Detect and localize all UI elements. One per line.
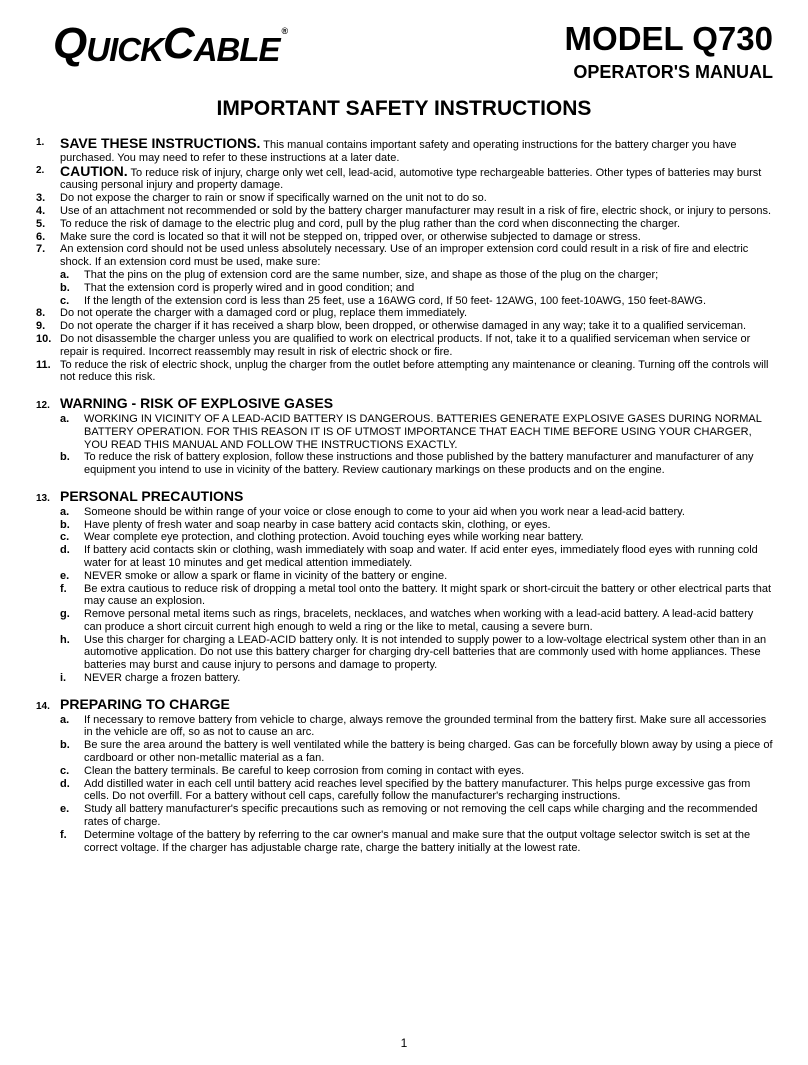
section-title: PREPARING TO CHARGE — [60, 695, 230, 712]
item-text: Do not operate the charger with a damaged cord or plug, replace them immediately. — [60, 307, 468, 320]
item-text: To reduce the risk of electric shock, unplug the charger from the outlet before attempting any maintenance or cleaning. Turning off the controls will not reduce this risk. — [60, 358, 769, 384]
sub-letter: b. — [60, 451, 70, 464]
sub-item — [60, 634, 774, 672]
quickcable-logo — [53, 19, 288, 68]
item-text: Do not disassemble the charger unless you are qualified to work on electrical products. If not, take it to a qualified serviceman when service or repair is required. Incorrect reassembly may result in risk of electric shock or fire. — [60, 332, 751, 358]
item-lead: SAVE THESE INSTRUCTIONS. — [60, 135, 261, 151]
sub-text: That the extension cord is properly wired and in good condition; and — [84, 281, 415, 294]
sub-letter: c. — [60, 764, 70, 777]
item-text: Do not operate the charger if it has received a sharp blow, been dropped, or otherwise damaged in any way; take it to a qualified serviceman. — [60, 320, 747, 333]
sub-text: WORKING IN VICINITY OF A LEAD-ACID BATTERY IS DANGEROUS. BATTERIES GENERATE EXPLOSIVE GASES DURING NORMAL BATTERY OPERATION. FOR THIS REASON IT IS OF UTMOST IMPORTANCE THAT EACH TIME BEFORE USING YOUR CHARGER, YOU READ THIS MANUAL AND FOLLOW THE INSTRUCTIONS EXACTLY. — [84, 412, 762, 451]
model-title: MODEL Q730 — [564, 20, 773, 57]
section-number: 14. — [36, 700, 50, 712]
sub-item — [60, 451, 774, 477]
sub-letter: f. — [60, 828, 67, 841]
instruction-item — [36, 333, 774, 359]
item-number: 4. — [36, 204, 46, 217]
sub-item — [60, 803, 774, 829]
logo-q: Q — [53, 19, 87, 68]
sub-letter: a. — [60, 505, 70, 518]
sub-item — [60, 282, 774, 295]
sub-letter: d. — [60, 544, 70, 557]
section-title: PERSONAL PRECAUTIONS — [60, 487, 244, 504]
instruction-item — [36, 137, 774, 165]
sub-item — [60, 672, 774, 685]
item-number: 5. — [36, 217, 46, 230]
item-number: 8. — [36, 307, 46, 320]
item-text: Make sure the cord is located so that it will not be stepped on, tripped over, or otherwise subjected to damage or stress. — [60, 230, 641, 243]
sub-text: Wear complete eye protection, and clothing protection. Avoid touching eyes while working near battery. — [84, 531, 584, 544]
sub-letter: h. — [60, 633, 70, 646]
sub-text: Determine voltage of the battery by referring to the car owner's manual and make sure that the output voltage selector switch is set at the correct voltage. If the charger has adjustable charge rate, charge the battery initially at the lowest rate. — [84, 828, 751, 854]
instruction-item — [36, 162, 774, 193]
sub-text: Add distilled water in each cell until battery acid reaches level specified by the battery manufacturer. This helps purge excessive gas from cells. Do not overfill. For a battery without cell caps, carefully follow the manufacturer's recharging instructions. — [84, 777, 751, 803]
sub-item — [60, 765, 774, 778]
instruction-item — [36, 320, 774, 333]
item-number: 1. — [36, 137, 45, 148]
sub-text: If the length of the extension cord is less than 25 feet, use a 16AWG cord, If 50 feet- 12AWG, 100 feet-10AWG, 150 feet-8AWG. — [84, 294, 707, 307]
sub-text: NEVER smoke or allow a spark or flame in vicinity of the battery or engine. — [84, 569, 448, 582]
sub-text: Remove personal metal items such as rings, bracelets, necklaces, and watches when working with a lead-acid battery. A lead-acid battery can produce a short circuit current high enough to weld a ring or the like to metal, causing a severe burn. — [84, 608, 754, 633]
sub-item — [60, 778, 774, 804]
item-number: 11. — [36, 358, 51, 371]
instruction-item — [36, 243, 774, 269]
sub-text: If necessary to remove battery from vehicle to charge, always remove the grounded terminal from the battery first. Make sure all accessories in the vehicle are off, so as not to cause an arc. — [84, 713, 767, 739]
sub-text: Have plenty of fresh water and soap nearby in case battery acid contacts skin, clothing, or eyes. — [84, 518, 551, 531]
sub-letter: i. — [60, 672, 67, 685]
sub-item — [60, 608, 774, 634]
sub-letter: a. — [60, 412, 70, 425]
logo-uick: UICK — [86, 31, 163, 68]
sub-letter: a. — [60, 713, 70, 726]
sub-item — [60, 506, 774, 519]
section-heading — [36, 396, 774, 413]
sub-letter: f. — [60, 582, 67, 595]
sub-text: Study all battery manufacturer's specific precautions such as removing or not removing the cell caps while charging and the recommended rates of charge. — [84, 803, 758, 829]
item-text: To reduce the risk of damage to the electric plug and cord, pull by the plug rather than the cord when disconnecting the charger. — [60, 217, 681, 230]
item-number: 7. — [36, 243, 46, 256]
sub-item — [60, 570, 774, 583]
sub-item — [60, 531, 774, 544]
instruction-item — [36, 307, 774, 320]
instruction-item — [36, 192, 774, 205]
sub-letter: b. — [60, 518, 70, 531]
section-title: WARNING - RISK OF EXPLOSIVE GASES — [60, 395, 334, 412]
item-lead: CAUTION. — [60, 162, 128, 179]
sub-letter: g. — [60, 608, 70, 621]
item-text: Do not expose the charger to rain or snow if specifically warned on the unit not to do so. — [60, 192, 487, 205]
sub-letter: a. — [60, 268, 70, 281]
item-number: 2. — [36, 164, 45, 176]
registered-mark: ® — [281, 26, 288, 36]
item-number: 10. — [36, 332, 52, 345]
sub-text: Someone should be within range of your voice or close enough to come to your aid when you work near a lead-acid battery. — [84, 505, 685, 518]
sub-letter: b. — [60, 739, 70, 752]
logo-c: C — [162, 19, 194, 68]
page-number: 1 — [400, 1036, 408, 1050]
sub-text: NEVER charge a frozen battery. — [84, 672, 241, 685]
item-number: 6. — [36, 230, 46, 243]
sub-letter: e. — [60, 803, 70, 816]
sub-text: To reduce the risk of battery explosion, follow these instructions and those published by the battery manufacturer and manufacturer of any equipment you intend to use in vicinity of the battery. Review cautionary markings on these products and on the engine. — [84, 451, 754, 477]
item-number: 9. — [36, 320, 46, 333]
sub-text: That the pins on the plug of extension cord are the same number, size, and shape as those of the plug on the charger; — [84, 268, 659, 281]
sub-text: Be extra cautious to reduce risk of dropping a metal tool onto the battery. It might spark or short-circuit the battery or other electrical parts that may cause an explosion. — [84, 582, 772, 608]
page-title: IMPORTANT SAFETY INSTRUCTIONS — [216, 97, 592, 120]
section-heading — [36, 697, 774, 714]
logo-able: ABLE — [193, 31, 280, 68]
sub-item — [60, 829, 774, 855]
sub-text: Clean the battery terminals. Be careful to keep corrosion from coming in contact with eyes. — [84, 764, 525, 777]
sub-item — [60, 413, 774, 451]
item-number: 3. — [36, 192, 46, 205]
sub-item — [60, 739, 774, 765]
sub-letter: d. — [60, 777, 70, 790]
section-number: 13. — [36, 492, 50, 504]
item-text: An extension cord should not be used unless absolutely necessary. Use of an improper extension cord could result in a risk of fire and electric shock. If an extension cord must be used, make sure: — [60, 243, 749, 269]
sub-text: If battery acid contacts skin or clothing, wash immediately with soap and water. If acid enter eyes, immediately flood eyes with running cold water for at least 10 minutes and get medical attention immediately. — [84, 544, 758, 569]
sub-item — [60, 269, 774, 282]
sub-text: Be sure the area around the battery is well ventilated while the battery is being charged. Gas can be forcefully blown away by using a piece of cardboard or other non-metallic material as a fan. — [84, 739, 773, 765]
section-number: 12. — [36, 400, 50, 412]
instruction-item — [36, 359, 774, 385]
instructions-content — [36, 137, 774, 854]
item-text: This manual contains important safety and operating instructions for the battery charger you have purchased. You may need to refer to these instructions at a later date. — [60, 139, 737, 164]
instruction-item — [36, 218, 774, 231]
sub-letter: e. — [60, 569, 70, 582]
sub-item — [60, 295, 774, 308]
sub-item — [60, 519, 774, 532]
sub-letter: c. — [60, 531, 70, 544]
sub-item — [60, 714, 774, 740]
instruction-item — [36, 205, 774, 218]
sub-letter: b. — [60, 281, 70, 294]
manual-subtitle: OPERATOR'S MANUAL — [573, 62, 773, 82]
instruction-item — [36, 231, 774, 244]
sub-item — [60, 544, 774, 570]
section-heading — [36, 489, 774, 506]
sub-letter: c. — [60, 294, 70, 307]
item-text: To reduce risk of injury, charge only wet cell, lead-acid, automotive type rechargeable batteries. Other types of batteries may burst causing personal injury and property damage. — [60, 166, 762, 192]
item-text: Use of an attachment not recommended or sold by the battery charger manufacturer may result in a risk of fire, electric shock, or injury to persons. — [60, 204, 772, 217]
sub-item — [60, 583, 774, 609]
sub-text: Use this charger for charging a LEAD-ACID battery only. It is not intended to supply power to a low-voltage electrical system other than in an automotive application. Do not use this battery charger for charging dry-cell batteries that are commonly used with home appliances. These batteries may burst and cause injury to persons and damage to property. — [84, 633, 767, 672]
